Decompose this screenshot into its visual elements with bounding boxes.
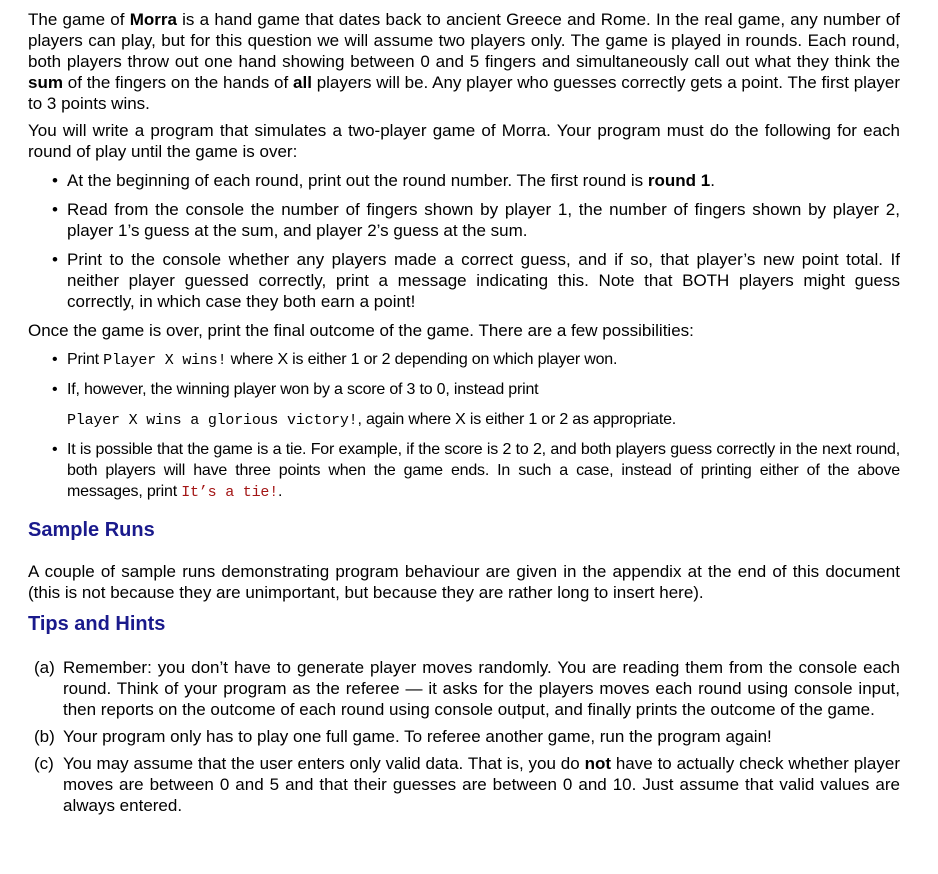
not-bold: not [584,754,611,773]
round-1-bold: round 1 [647,171,711,190]
tips-list [28,657,900,816]
list-item-text: If, however, the winning player won by a score of 3 to 0, instead print [67,381,539,398]
morra-bold: Morra [129,10,177,29]
list-item-text: At the beginning of each round, print out the round number. The first round is [67,171,648,190]
outcome-list [28,349,900,503]
list-item [28,726,900,747]
tip-text: You may assume that the user enters only valid data. That is, you do [63,754,585,773]
list-item-text: . [710,171,715,190]
bullet-icon: • [52,250,58,269]
list-item [28,379,900,431]
tip-label: (c) [34,754,54,773]
intro-text: players will be. Any player who guesses correctly gets a point. The first player to 3 points wins. [28,73,900,113]
intro-text: of the fingers on the hands of [62,73,294,92]
sample-runs-paragraph: A couple of sample runs demonstrating program behaviour are given in the appendix at the end of this document (this is not because they are unimportant, but because they are rather long to insert here). [28,562,900,602]
bullet-icon: • [52,200,58,219]
list-item [28,753,900,816]
tips-heading: Tips and Hints [28,613,166,635]
list-item [28,349,900,371]
list-item-text: . [278,483,283,500]
intro-text: is a hand game that dates back to ancient Greece and Rome. In the real game, any number of players can play, but for this question we will assume two players only. The game is played in rounds. Each round, both players throw out one hand showing between 0 and 5 fingers and simultaneously call out what they think the [28,10,900,71]
tip-text: have to actually check whether player moves are between 0 and 5 and that their guesses are between 0 and 10. Just assume that valid values are always entered. [63,754,900,815]
list-item-text: , again where X is either 1 or 2 as appropriate. [357,411,677,428]
list-item-text: Print [67,351,104,368]
intro-text: The game of [28,10,130,29]
all-bold: all [293,73,312,92]
bullet-icon: • [52,381,58,398]
sample-runs-heading: Sample Runs [28,519,155,541]
list-item-text: where X is either 1 or 2 depending on which player won. [226,351,618,368]
sum-bold: sum [28,73,63,92]
list-item [28,657,900,720]
bullet-icon: • [52,351,58,368]
list-item [28,170,900,191]
tip-label: (b) [34,727,55,746]
list-item-line [67,409,900,431]
code-player-wins: Player X wins! [103,352,227,369]
program-paragraph: You will write a program that simulates a two-player game of Morra. Your program must do the following for each round of play until the game is over: [28,121,900,161]
list-item-text: Read from the console the number of fingers shown by player 1, the number of fingers shown by player 2, player 1’s guess at the sum, and player 2’s guess at the sum. [67,200,900,240]
list-item [28,199,900,241]
outcome-intro: Once the game is over, print the final outcome of the game. There are a few possibilities: [28,321,694,340]
bullet-icon: • [52,171,58,190]
tip-label: (a) [34,658,55,677]
tip-text: Your program only has to play one full game. To referee another game, run the program again! [63,727,772,746]
list-item-text: Print to the console whether any players made a correct guess, and if so, that player’s new point total. If neither player guessed correctly, print a message indicating this. Note that BOTH players might guess correctly, in which case they both earn a point! [67,250,900,311]
tip-text: Remember: you don’t have to generate player moves randomly. You are reading them from the console each round. Think of your program as the referee — it asks for the players moves each round using console input, then reports on the outcome of each round using console output, and finally prints the outcome of the game. [63,658,900,719]
list-item [28,439,900,503]
list-item [28,249,900,312]
code-glorious-victory: Player X wins a glorious victory! [67,412,358,429]
bullet-icon: • [52,441,58,458]
intro-paragraph [28,9,900,114]
list-item-text: It is possible that the game is a tie. For example, if the score is 2 to 2, and both players guess correctly in the next round, both players will have three points when the game ends. In such a case, instead of printing either of the above messages, print [67,441,900,500]
round-steps-list [28,170,900,312]
code-tie: It’s a tie! [181,484,279,501]
